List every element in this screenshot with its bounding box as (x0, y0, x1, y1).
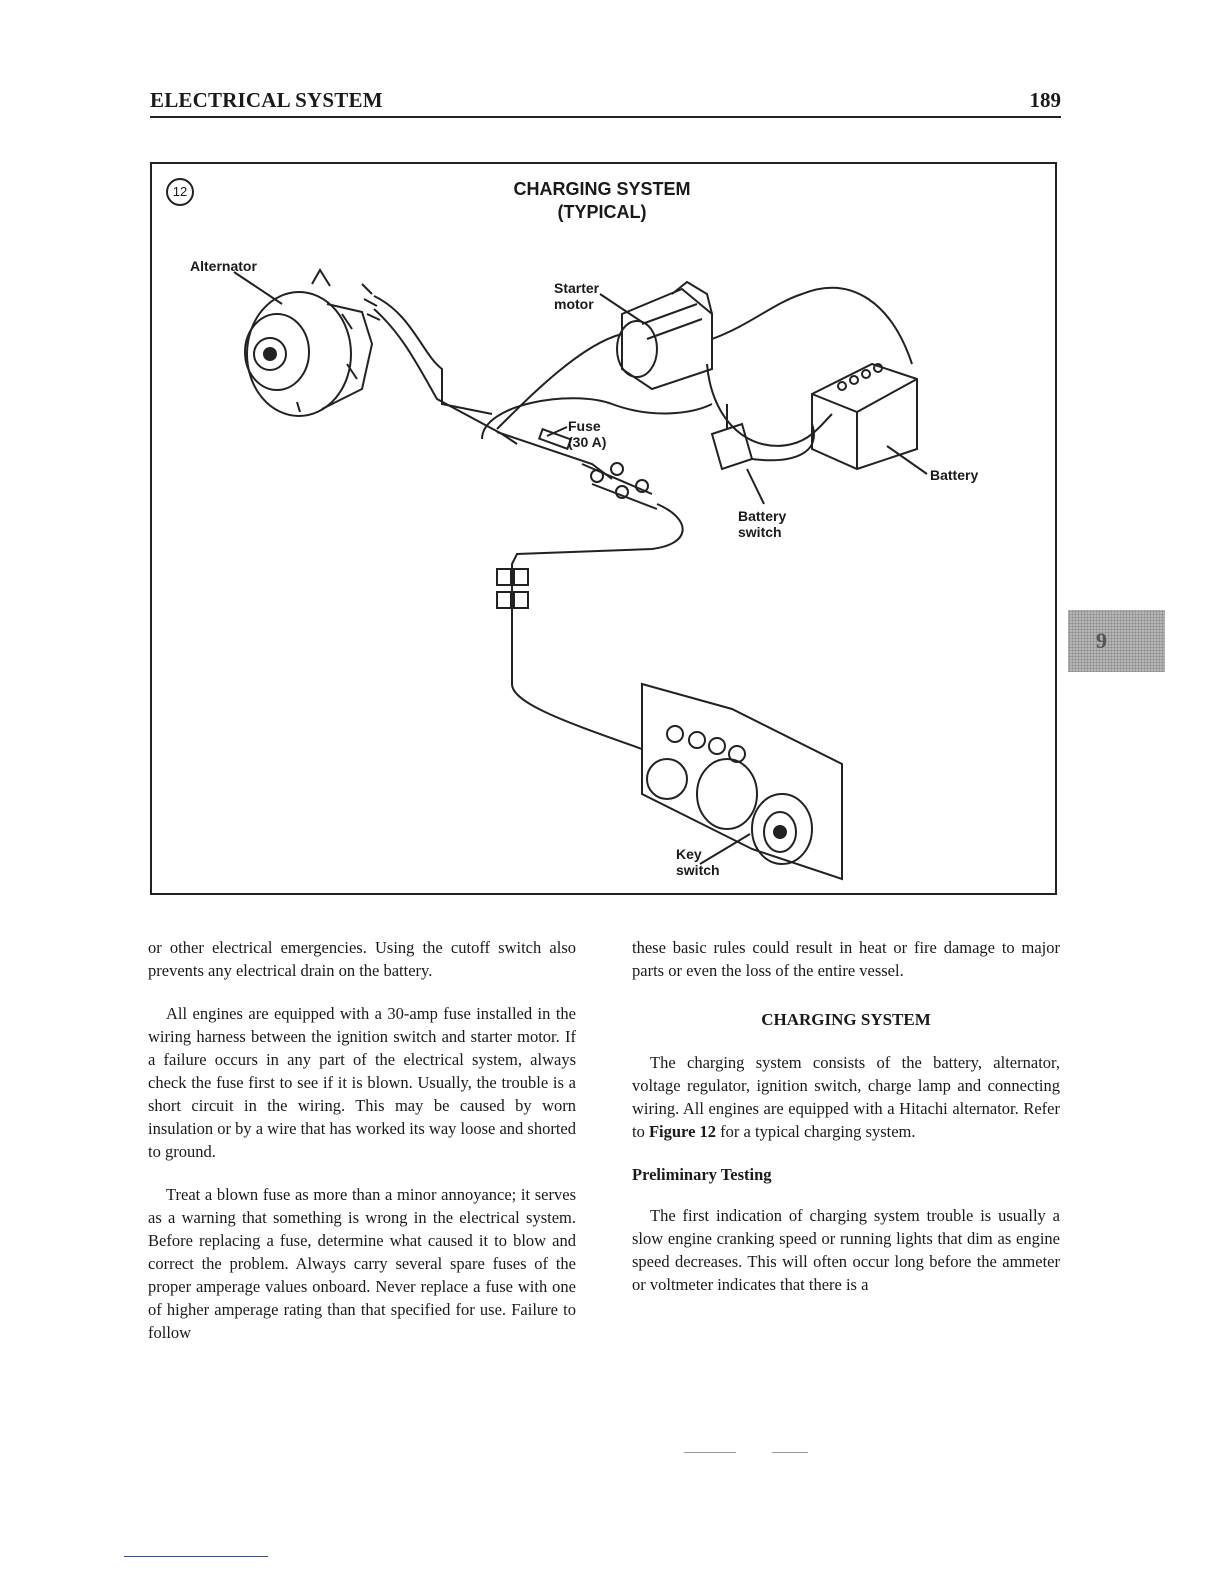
footer-rule-2 (772, 1452, 808, 1453)
bottom-rule (124, 1556, 268, 1557)
key-switch-panel-drawing (642, 684, 842, 879)
figure-reference: Figure 12 (648, 1122, 717, 1141)
left-paragraph-3: Treat a blown fuse as more than a minor annoyance; it serves as a warning that something is wrong in the electrical system. Before replacing a fuse, determine what caused it to blow and correct the problem. Always carry several spare fuses of the proper amperage values onboard. Never replace a fuse with one of higher amperage rating than that specified for use. Failure to follow (148, 1185, 576, 1342)
label-fuse-line-2: (30 A) (568, 434, 607, 450)
right-paragraph-2-text: The charging system consists of the battery, alternator, voltage regulator, ignition switch, charge lamp and connecting wiring. All engines are equipped with a Hitachi alternator. Refer to (632, 1053, 1060, 1141)
chapter-tab-marker (1068, 610, 1165, 672)
label-fuse (568, 418, 606, 450)
chapter-tab-label: 9 (1096, 628, 1107, 653)
label-alternator: Alternator (190, 258, 257, 274)
page-number: 189 (1029, 88, 1061, 112)
section-heading-charging-system: CHARGING SYSTEM (761, 1010, 931, 1029)
label-battery-switch-line-1: Battery (738, 508, 787, 524)
section-title: ELECTRICAL SYSTEM (150, 88, 383, 112)
right-paragraph-2-tail: for a typical charging system. (716, 1122, 916, 1141)
right-paragraph-1: these basic rules could result in heat or fire damage to major parts or even the loss of the entire vessel. (632, 938, 1060, 980)
figure-charging-system (150, 162, 1057, 895)
figure-title (452, 178, 752, 224)
running-header (150, 88, 1061, 118)
figure-title-line-2: (TYPICAL) (557, 202, 647, 222)
right-paragraph-3: The first indication of charging system trouble is usually a slow engine cranking speed or running lights that dim as engine speed decreases. This will often occur long before the ammeter or voltmeter indicates that there is a (632, 1206, 1060, 1294)
figure-number-badge: 12 (166, 178, 194, 206)
label-key-switch (676, 846, 720, 878)
label-starter-line-1: Starter (554, 280, 600, 296)
left-column (148, 936, 576, 1364)
footer-rule-1 (684, 1452, 736, 1453)
battery-switch-drawing (712, 404, 814, 469)
figure-title-line-1: CHARGING SYSTEM (513, 179, 691, 199)
label-fuse-line-1: Fuse (568, 418, 601, 434)
label-battery-switch (738, 508, 786, 540)
left-paragraph-1: or other electrical emergencies. Using the cutoff switch also prevents any electrical drain on the battery. (148, 938, 576, 980)
starter-motor-drawing (617, 282, 712, 389)
battery-drawing (812, 364, 917, 469)
label-key-switch-line-1: Key (676, 846, 702, 862)
label-battery-switch-line-2: switch (738, 524, 782, 540)
right-paragraph-2 (632, 1051, 1060, 1143)
label-starter-line-2: motor (554, 296, 594, 312)
label-battery: Battery (930, 467, 979, 483)
left-paragraph-2: All engines are equipped with a 30-amp fuse installed in the wiring harness between the ignition switch and starter motor. If a failure occurs in any part of the electrical system, always check the fuse first to see if it is blown. Usually, the trouble is a short circuit in the wiring. This may be caused by worn insulation or by a wire that has worked its way loose and shorted to ground. (148, 1004, 576, 1161)
label-starter-motor (554, 280, 599, 312)
label-key-switch-line-2: switch (676, 862, 720, 878)
right-column (632, 936, 1060, 1316)
subheading-preliminary-testing: Preliminary Testing (632, 1165, 772, 1184)
wiring-diagram (152, 164, 1057, 895)
